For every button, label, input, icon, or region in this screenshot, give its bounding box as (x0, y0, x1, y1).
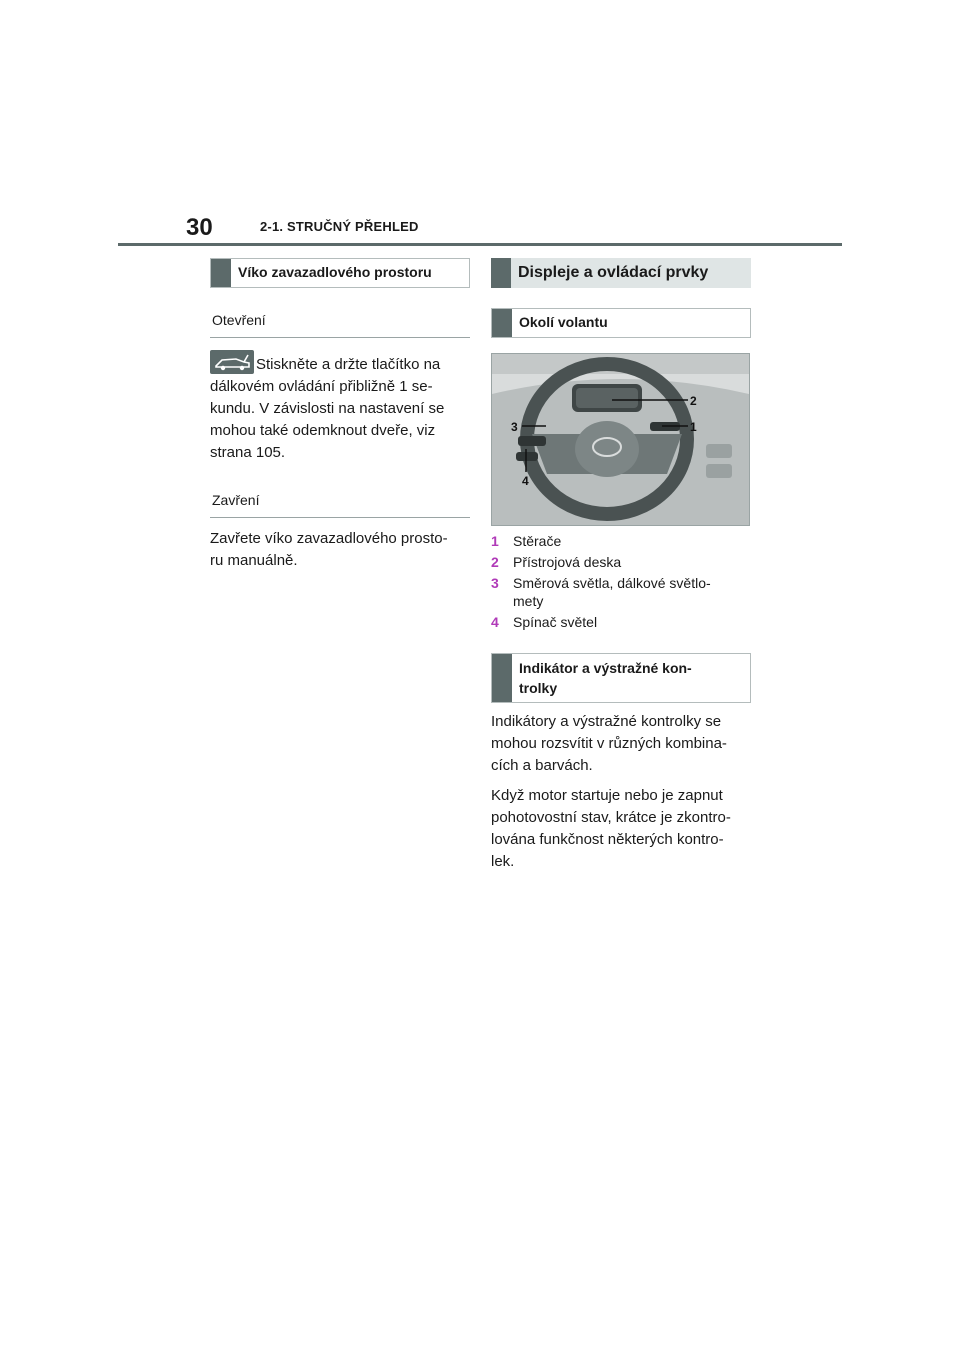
close-text-line: ru manuálně. (210, 552, 298, 569)
list-number: 3 (491, 575, 499, 591)
callout-label-1: 1 (690, 420, 697, 434)
left-column (210, 258, 470, 572)
heading-bar (491, 258, 511, 288)
list-item (491, 574, 751, 610)
box-heading-steering (491, 308, 751, 338)
open-text-line: dálkovém ovládání přibližně 1 se- (210, 378, 433, 395)
open-text-line: kundu. V závislosti na nastavení se (210, 400, 445, 417)
subheading-close: Zavření (210, 486, 470, 518)
indicators-paragraph-1: Indikátory a výstražné kontrolky se mohou rozsvítit v různých kombina- cích a barvách. (491, 713, 727, 774)
heading-bar (492, 654, 512, 702)
box-title: Indikátor a výstražné kon- trolky (519, 660, 692, 696)
list-item (491, 532, 751, 550)
list-text: Směrová světla, dálkové světlo- mety (513, 575, 711, 609)
callout-label-3: 3 (511, 420, 518, 434)
heading-bar (211, 259, 231, 287)
callout-label-4: 4 (522, 474, 529, 488)
box-title: Okolí volantu (519, 314, 608, 330)
steering-wheel-illustration (492, 354, 749, 525)
open-text-line: mohou také odemknout dveře, viz (210, 422, 436, 439)
callout-label-2: 2 (690, 394, 697, 408)
trunk-open-key-icon (210, 350, 254, 374)
section-heading-trunk (210, 258, 470, 288)
section-title: Víko zavazadlového prostoru (238, 264, 432, 280)
list-item (491, 613, 751, 631)
heading-bar (492, 309, 512, 337)
close-paragraph (210, 528, 470, 572)
page-number: 30 (186, 214, 213, 241)
header-rule (118, 243, 842, 246)
legend-list (491, 532, 751, 631)
open-paragraph (210, 350, 470, 464)
list-item (491, 553, 751, 571)
section-title: Displeje a ovládací prvky (518, 264, 709, 281)
box-heading-indicators (491, 653, 751, 703)
right-column (491, 258, 751, 873)
steering-wheel-figure (491, 353, 750, 526)
open-text-line: Stiskněte a držte tlačítko na (256, 356, 441, 373)
list-text: Přístrojová deska (513, 554, 622, 570)
chapter-title: 2-1. STRUČNÝ PŘEHLED (260, 219, 419, 234)
section-heading-displays (491, 258, 751, 288)
indicators-paragraph-2: Když motor startuje nebo je zapnut pohotovostní stav, krátce je zkontro- lována funkčnost některých kontro- lek. (491, 787, 731, 870)
subheading-open: Otevření (210, 306, 470, 338)
list-number: 1 (491, 533, 499, 549)
list-number: 2 (491, 554, 499, 570)
list-number: 4 (491, 614, 499, 630)
list-text: Stěrače (513, 533, 562, 549)
open-text-line: strana 105. (210, 444, 286, 461)
list-text: Spínač světel (513, 614, 598, 630)
close-text-line: Zavřete víko zavazadlového prosto- (210, 530, 448, 547)
